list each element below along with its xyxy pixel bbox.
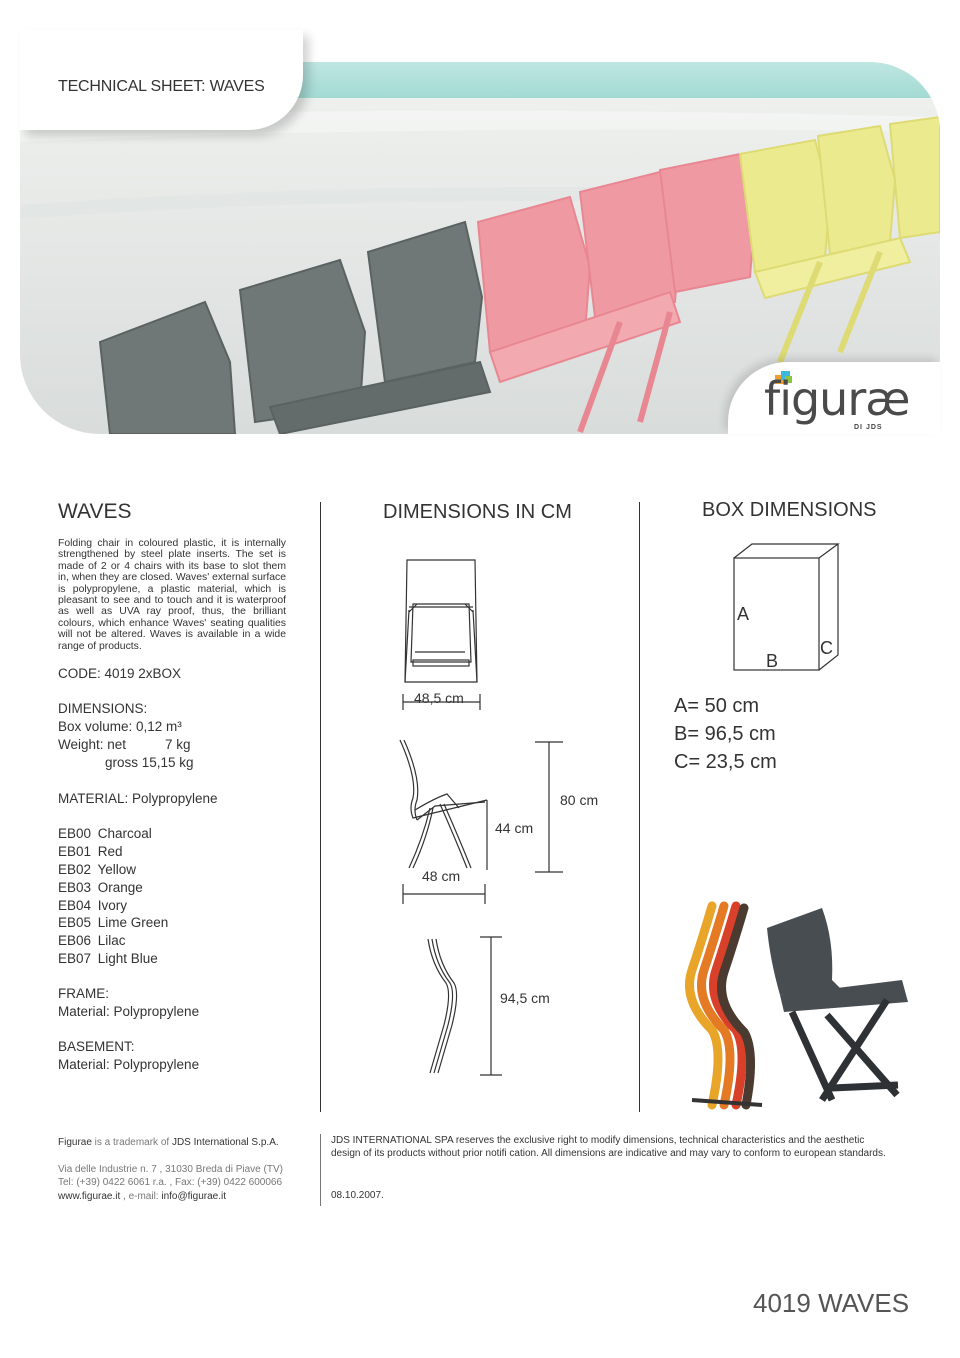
- frame-material: Material: Polypropylene: [58, 1004, 200, 1019]
- brand-logo-sub: DI JDS: [854, 424, 883, 431]
- box-value-a: A= 50 cm: [674, 695, 760, 717]
- footer-divider: [320, 1134, 321, 1206]
- front-width-label: 48,5 cm: [414, 690, 464, 706]
- website-link[interactable]: www.figurae.it: [58, 1191, 121, 1202]
- brand-logo: figuræ: [764, 372, 910, 426]
- dimensions-title: DIMENSIONS IN CM: [383, 501, 572, 523]
- box-dimensions-title: BOX DIMENSIONS: [702, 499, 877, 521]
- box-label-a: A: [737, 604, 750, 624]
- box-label-c: C: [820, 638, 833, 658]
- depth-label: 48 cm: [422, 868, 461, 884]
- product-code-footer: 4019 WAVES: [753, 1288, 910, 1318]
- product-code: CODE: 4019 2xBOX: [58, 666, 182, 681]
- weight-net-label: Weight: net: [58, 737, 127, 752]
- weight-gross: gross 15,15 kg: [105, 755, 194, 770]
- weight-net-value: 7 kg: [165, 737, 191, 752]
- material: MATERIAL: Polypropylene: [58, 791, 218, 806]
- basement-heading: BASEMENT:: [58, 1039, 135, 1054]
- trademark-line: Figurae is a trademark of JDS International S.p.A.: [58, 1137, 279, 1148]
- column-divider-1: [320, 502, 321, 1112]
- email-link[interactable]: info@figurae.it: [161, 1191, 227, 1202]
- product-photo: [672, 900, 927, 1115]
- dimensions-heading: DIMENSIONS:: [58, 701, 148, 716]
- disclaimer: JDS INTERNATIONAL SPA reserves the exclusive right to modify dimensions, technical characteristics and the aesthetic design of its products without prior notifi cation. All dimensions are indicative and may vary to conform to european standards.: [331, 1135, 886, 1159]
- color-row: EB04 Ivory: [58, 898, 128, 913]
- folded-height-label: 94,5 cm: [500, 990, 550, 1006]
- contact-line: www.figurae.it , e-mail: info@figurae.it: [58, 1191, 227, 1202]
- address: Via delle Industrie n. 7 , 31030 Breda di Piave (TV): [58, 1164, 283, 1175]
- color-row: EB03 Orange: [58, 880, 143, 895]
- box-value-c: C= 23,5 cm: [674, 751, 777, 773]
- height-label: 80 cm: [560, 792, 599, 808]
- box-volume: Box volume: 0,12 m³: [58, 719, 182, 734]
- box-value-b: B= 96,5 cm: [674, 723, 776, 745]
- column-divider-2: [639, 502, 640, 1112]
- phone-fax: Tel: (+39) 0422 6061 r.a. , Fax: (+39) 0422 600066: [58, 1177, 283, 1188]
- product-name: WAVES: [58, 500, 132, 523]
- color-row: EB00 Charcoal: [58, 826, 152, 841]
- color-row: EB01 Red: [58, 844, 123, 859]
- page-title: TECHNICAL SHEET: WAVES: [20, 30, 303, 130]
- folded-view-drawing: [418, 935, 518, 1080]
- frame-heading: FRAME:: [58, 986, 110, 1001]
- box-label-b: B: [766, 651, 779, 671]
- color-row: EB02 Yellow: [58, 862, 137, 877]
- issue-date: 08.10.2007.: [331, 1190, 384, 1201]
- color-row: EB05 Lime Green: [58, 915, 169, 930]
- basement-material: Material: Polypropylene: [58, 1057, 200, 1072]
- product-description: Folding chair in coloured plastic, it is internally strengthened by steel plate inserts. The set is made of 2 or 4 chairs with its base to slot them in, when they are closed. Waves' external surface is polypropylene, a plastic material, which is pleasant to see and to touch and it is waterproof as well as UVA ray proof, thus, the brilliant colours, which enhance Waves' seating qualities will not be altered. Waves is available in a wide range of products.: [58, 538, 286, 652]
- color-row: EB07 Light Blue: [58, 951, 158, 966]
- color-row: EB06 Lilac: [58, 933, 126, 948]
- seat-height-label: 44 cm: [495, 820, 534, 836]
